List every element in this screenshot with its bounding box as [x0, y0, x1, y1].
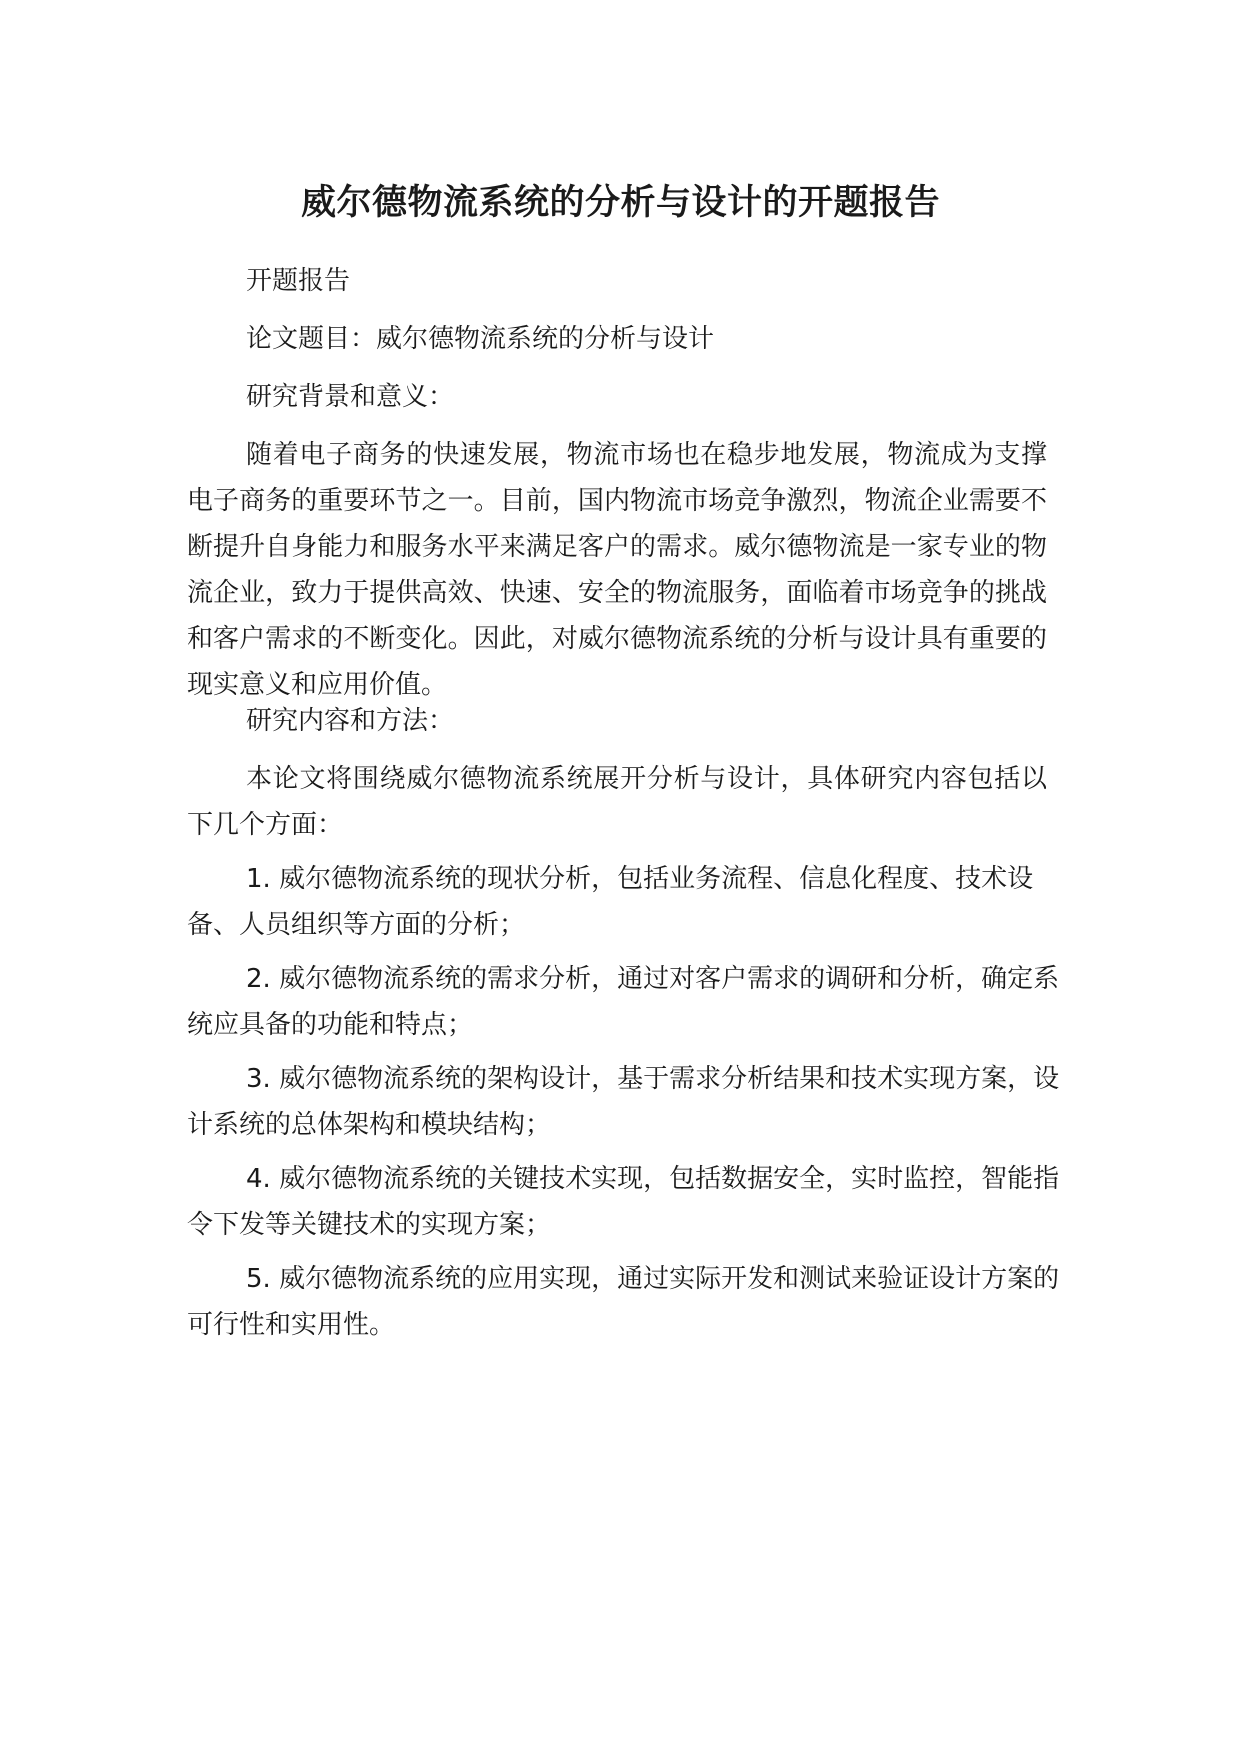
list-item: 2. 威尔德物流系统的需求分析，通过对客户需求的调研和分析，确定系统应具备的功能和特点； — [187, 964, 1060, 1040]
list-item: 1. 威尔德物流系统的现状分析，包括业务流程、信息化程度、技术设备、人员组织等方面的分析； — [187, 864, 1034, 940]
document-title: 威尔德物流系统的分析与设计的开题报告 — [300, 183, 940, 223]
background-paragraph: 随着电子商务的快速发展，物流市场也在稳步地发展，物流成为支撑电子商务的重要环节之一。目前，国内物流市场竞争激烈，物流企业需要不断提升自身能力和服务水平来满足客户的需求。威尔德物流是一家专业的物流企业，致力于提供高效、快速、安全的物流服务，面临着市场竞争的挑战和客户需求的不断变化。因此，对威尔德物流系统的分析与设计具有重要的现实意义和应用价值。 — [187, 440, 1047, 700]
methods-heading: 研究内容和方法： — [246, 706, 455, 736]
methods-intro-paragraph: 本论文将围绕威尔德物流系统展开分析与设计，具体研究内容包括以下几个方面： — [187, 764, 1047, 840]
list-item: 4. 威尔德物流系统的关键技术实现，包括数据安全，实时监控，智能指令下发等关键技术的实现方案； — [187, 1164, 1060, 1240]
list-item: 3. 威尔德物流系统的架构设计，基于需求分析结果和技术实现方案，设计系统的总体架构和模块结构； — [187, 1064, 1060, 1140]
background-heading: 研究背景和意义： — [246, 382, 455, 412]
section-label: 开题报告 — [246, 266, 351, 296]
thesis-title-line: 论文题目：威尔德物流系统的分析与设计 — [246, 324, 715, 354]
list-item: 5. 威尔德物流系统的应用实现，通过实际开发和测试来验证设计方案的可行性和实用性。 — [187, 1264, 1060, 1340]
